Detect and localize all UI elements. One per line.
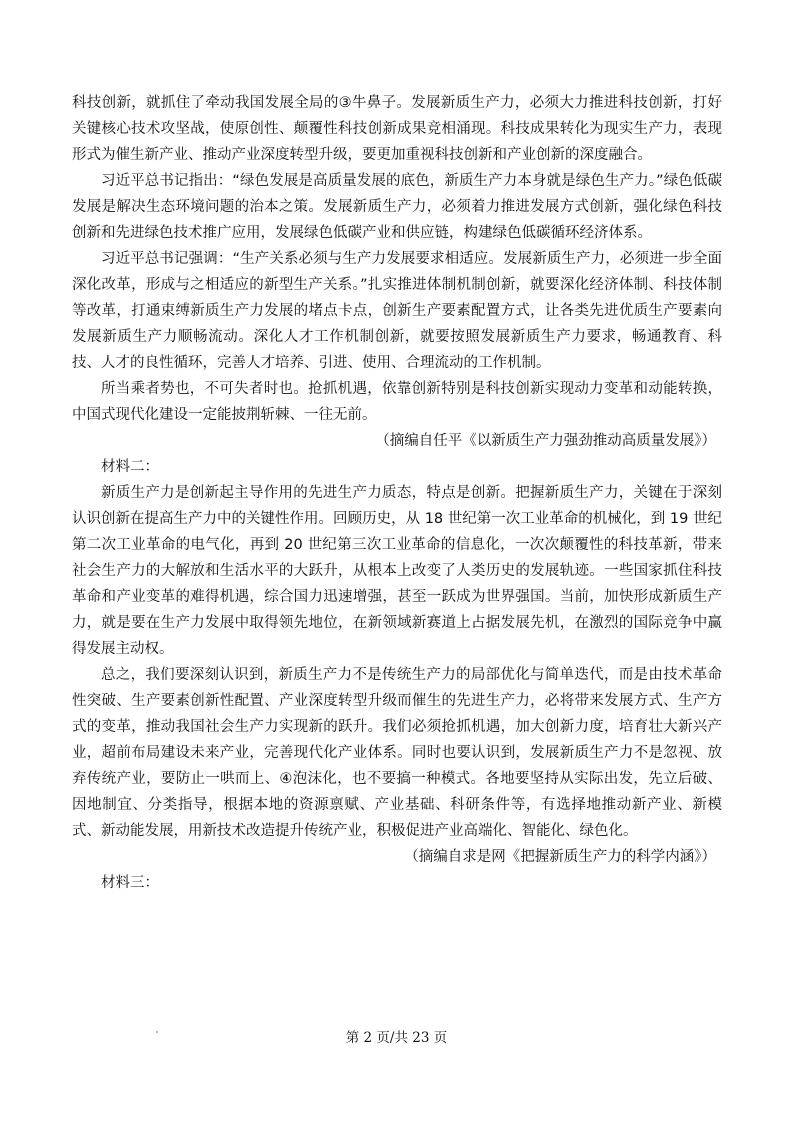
material-2-label: 材料二： — [101, 459, 159, 475]
page-number-footer: 第 2 页/共 23 页 — [345, 1030, 448, 1046]
paragraph-1: 科技创新，就抓住了牵动我国发展全局的③牛鼻子。发展新质生产力，必须大力推进科技创新，打好关键核心技术攻坚战，使原创性、颠覆性科技创新成果竞相涌现。科技成果转化为现实生产力，表现形式为催生新产业、推动产业深度转型升级，要更加重视科技创新和产业创新的深度融合。 — [72, 95, 722, 163]
paragraph-3: 习近平总书记强调：“生产关系必须与生产力发展要求相适应。发展新质生产力，必须进一步全面深化改革，形成与之相适应的新型生产关系。”扎实推进体制机制创新，就要深化经济体制、科技体制等改革，打通束缚新质生产力发展的堵点卡点，创新生产要素配置方式，让各类先进优质生产要素向发展新质生产力顺畅流动。深化人才工作机制创新，就要按照发展新质生产力要求，畅通教育、科技、人才的良性循环，完善人才培养、引进、使用、合理流动的工作机制。 — [72, 251, 722, 371]
document-body — [72, 90, 722, 896]
paragraph-6: 总之，我们要深刻认识到，新质生产力不是传统生产力的局部优化与简单迭代，而是由技术革命性突破、生产要素创新性配置、产业深度转型升级而催生的先进生产力，必将带来发展方式、生产方式的变革，推动我国社会生产力实现新的跃升。我们必须抢抓机遇，加大创新力度，培育壮大新兴产业，超前布局建设未来产业，完善现代化产业体系。同时也要认识到，发展新质生产力不是忽视、放弃传统产业，要防止一哄而上、④泡沫化，也不要搞一种模式。各地要坚持从实际出发，先立后破、因地制宜、分类指导，根据本地的资源禀赋、产业基础、科研条件等，有选择地推动新产业、新模式、新动能发展，用新技术改造提升传统产业，积极促进产业高端化、智能化、绿色化。 — [72, 667, 722, 839]
paragraph-5: 新质生产力是创新起主导作用的先进生产力质态，特点是创新。把握新质生产力，关键在于深刻认识创新在提高生产力中的关键性作用。回顾历史，从 18 世纪第一次工业革命的机械化，到 19 世纪第二次工业革命的电气化，再到 20 世纪第三次工业革命的信息化，一次次颠覆性的科技革新，带来社会生产力的大解放和生活水平的大跃升，从根本上改变了人类历史的发展轨迹。一些国家抓住科技革命和产业变革的难得机遇，综合国力迅速增强，甚至一跃成为世界强国。当前，加快形成新质生产力，就是要在生产力发展中取得领先地位，在新领域新赛道上占据发展先机，在激烈的国际竞争中赢得发展主动权。 — [72, 485, 722, 657]
source-citation-1: （摘编自任平《以新质生产力强劲推动高质量发展》） — [375, 433, 716, 449]
paragraph-4: 所当乘者势也，不可失者时也。抢抓机遇，依靠创新特别是科技创新实现动力变革和动能转换，中国式现代化建设一定能披荆斩棘、一往无前。 — [72, 381, 722, 423]
source-citation-2: （摘编自求是网《把握新质生产力的科学内涵》） — [404, 849, 716, 865]
material-3-label: 材料三： — [101, 875, 159, 891]
paragraph-2: 习近平总书记指出：“绿色发展是高质量发展的底色，新质生产力本身就是绿色生产力。”绿色低碳发展是解决生态环境问题的治本之策。发展新质生产力，必须着力推进发展方式创新，强化绿色科技创新和先进绿色技术推广应用，发展绿色低碳产业和供应链，构建绿色低碳循环经济体系。 — [72, 173, 722, 241]
